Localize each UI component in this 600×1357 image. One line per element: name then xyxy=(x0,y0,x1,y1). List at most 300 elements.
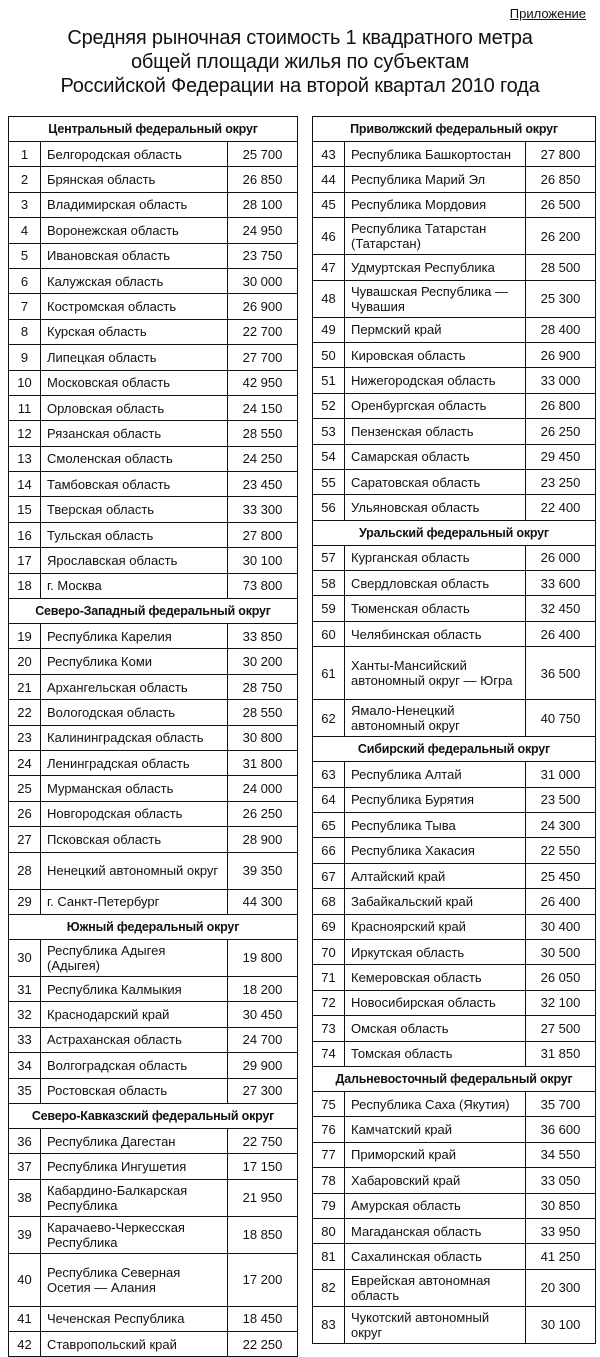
region-name: Хабаровский край xyxy=(351,1172,461,1188)
price-value: 22 400 xyxy=(525,495,595,519)
row-number: 53 xyxy=(313,419,345,443)
table-row xyxy=(9,675,297,700)
region-name: Ханты-Мансийский автономный округ — Югра xyxy=(351,658,513,689)
table-row xyxy=(9,1217,297,1254)
region-name: Камчатский край xyxy=(351,1122,452,1138)
row-number: 1 xyxy=(9,142,41,166)
table-row xyxy=(9,269,297,294)
table-row xyxy=(313,1194,595,1219)
row-number: 14 xyxy=(9,472,41,496)
row-number: 66 xyxy=(313,838,345,862)
region-name: Республика Марий Эл xyxy=(351,172,486,188)
price-value: 24 000 xyxy=(227,776,297,800)
region-name: Ставропольский край xyxy=(47,1336,177,1352)
region-name: Вологодская область xyxy=(47,704,176,720)
row-number: 18 xyxy=(9,574,41,598)
region-name: Забайкальский край xyxy=(351,893,474,909)
region-name: Республика Дагестан xyxy=(47,1133,176,1149)
price-value: 28 550 xyxy=(227,700,297,724)
row-number: 81 xyxy=(313,1244,345,1268)
price-value: 41 250 xyxy=(525,1244,595,1268)
region-name: Самарская область xyxy=(351,449,470,465)
price-value: 30 850 xyxy=(525,1194,595,1218)
region-name: Кемеровская область xyxy=(351,970,482,986)
table-row xyxy=(313,1244,595,1269)
table-row xyxy=(313,394,595,419)
row-number: 61 xyxy=(313,647,345,699)
row-number: 71 xyxy=(313,965,345,989)
row-number: 25 xyxy=(9,776,41,800)
price-value: 24 950 xyxy=(227,218,297,242)
table-row xyxy=(9,523,297,548)
row-number: 83 xyxy=(313,1307,345,1343)
row-number: 3 xyxy=(9,193,41,217)
row-number: 28 xyxy=(9,853,41,889)
table-row xyxy=(9,624,297,649)
table-row xyxy=(9,218,297,243)
table-row xyxy=(313,647,595,700)
price-value: 33 300 xyxy=(227,497,297,521)
price-value: 31 800 xyxy=(227,751,297,775)
region-name: Новгородская область xyxy=(47,806,183,822)
region-name: Карачаево-Черкесская Республика xyxy=(47,1219,185,1250)
price-value: 28 750 xyxy=(227,675,297,699)
price-value: 27 800 xyxy=(227,523,297,547)
price-value: 25 700 xyxy=(227,142,297,166)
region-name: Краснодарский край xyxy=(47,1007,170,1023)
row-number: 32 xyxy=(9,1002,41,1026)
table-row xyxy=(313,813,595,838)
row-number: 38 xyxy=(9,1180,41,1216)
table-row xyxy=(9,345,297,370)
table-row xyxy=(313,546,595,571)
table-row xyxy=(9,827,297,852)
table-row xyxy=(9,574,297,599)
price-value: 24 700 xyxy=(227,1028,297,1052)
district-header: Уральский федеральный округ xyxy=(313,521,595,546)
price-value: 22 700 xyxy=(227,320,297,344)
region-name: Ненецкий автономный округ xyxy=(47,863,219,879)
price-value: 18 850 xyxy=(227,1217,297,1253)
table-row xyxy=(9,497,297,522)
row-number: 65 xyxy=(313,813,345,837)
region-name: Волгоградская область xyxy=(47,1057,188,1073)
table-row xyxy=(9,396,297,421)
table-row xyxy=(313,1219,595,1244)
price-value: 28 100 xyxy=(227,193,297,217)
region-name: Курская область xyxy=(47,324,147,340)
table-row xyxy=(313,762,595,787)
region-name: Курганская область xyxy=(351,550,470,566)
region-name: Липецкая область xyxy=(47,349,157,365)
table-row xyxy=(9,421,297,446)
region-name: Московская область xyxy=(47,375,171,391)
table-row xyxy=(313,1117,595,1142)
table-row xyxy=(9,1254,297,1307)
title-line: Российской Федерации на второй квартал 2010 года xyxy=(60,75,540,97)
region-name: Алтайский край xyxy=(351,868,446,884)
region-name: Республика Мордовия xyxy=(351,197,487,213)
table-row xyxy=(313,915,595,940)
row-number: 30 xyxy=(9,940,41,976)
price-value: 26 400 xyxy=(525,889,595,913)
region-name: Республика Хакасия xyxy=(351,843,475,859)
price-value: 35 700 xyxy=(525,1092,595,1116)
price-value: 42 950 xyxy=(227,371,297,395)
row-number: 79 xyxy=(313,1194,345,1218)
region-name: Республика Башкортостан xyxy=(351,146,511,162)
row-number: 39 xyxy=(9,1217,41,1253)
table-row xyxy=(313,965,595,990)
price-value: 27 700 xyxy=(227,345,297,369)
table-row xyxy=(313,596,595,621)
table-row xyxy=(9,1053,297,1078)
region-name: Сахалинская область xyxy=(351,1248,482,1264)
title-line: общей площади жилья по субъектам xyxy=(130,51,470,73)
district-header: Северо-Кавказский федеральный округ xyxy=(9,1104,297,1129)
row-number: 35 xyxy=(9,1079,41,1103)
region-name: г. Москва xyxy=(47,578,102,594)
price-value: 28 500 xyxy=(525,255,595,279)
row-number: 40 xyxy=(9,1254,41,1306)
price-value: 18 200 xyxy=(227,977,297,1001)
region-name: Ямало-Ненецкий автономный округ xyxy=(351,703,460,734)
price-value: 30 800 xyxy=(227,726,297,750)
price-value: 33 050 xyxy=(525,1168,595,1192)
table-row xyxy=(9,751,297,776)
price-value: 26 800 xyxy=(525,394,595,418)
table-row xyxy=(313,864,595,889)
table-row xyxy=(313,142,595,167)
region-name: Чувашская Республика — Чувашия xyxy=(351,283,508,314)
row-number: 33 xyxy=(9,1028,41,1052)
price-value: 36 600 xyxy=(525,1117,595,1141)
price-value: 30 200 xyxy=(227,649,297,673)
row-number: 17 xyxy=(9,548,41,572)
region-name: Республика Бурятия xyxy=(351,792,475,808)
table-row xyxy=(313,167,595,192)
region-name: Республика Карелия xyxy=(47,628,172,644)
row-number: 46 xyxy=(313,218,345,254)
price-value: 36 500 xyxy=(525,647,595,699)
row-number: 77 xyxy=(313,1143,345,1167)
row-number: 6 xyxy=(9,269,41,293)
region-name: Ленинградская область xyxy=(47,755,190,771)
region-name: Свердловская область xyxy=(351,575,490,591)
price-value: 23 750 xyxy=(227,244,297,268)
table-row xyxy=(9,1028,297,1053)
table-row xyxy=(9,1079,297,1104)
row-number: 42 xyxy=(9,1332,41,1356)
row-number: 52 xyxy=(313,394,345,418)
price-value: 29 900 xyxy=(227,1053,297,1077)
price-value: 30 500 xyxy=(525,940,595,964)
table-row xyxy=(9,649,297,674)
district-header: Южный федеральный округ xyxy=(9,915,297,940)
region-name: Кабардино-Балкарская Республика xyxy=(47,1182,188,1213)
region-name: Чеченская Республика xyxy=(47,1311,185,1327)
table-row xyxy=(9,726,297,751)
row-number: 43 xyxy=(313,142,345,166)
row-number: 8 xyxy=(9,320,41,344)
row-number: 26 xyxy=(9,802,41,826)
row-number: 59 xyxy=(313,596,345,620)
region-name: Приморский край xyxy=(351,1147,456,1163)
region-name: Республика Татарстан (Татарстан) xyxy=(351,221,487,252)
region-name: Удмуртская Республика xyxy=(351,259,495,275)
table-row xyxy=(9,371,297,396)
price-value: 28 900 xyxy=(227,827,297,851)
table-row xyxy=(313,1307,595,1343)
table-row xyxy=(313,1016,595,1041)
price-value: 22 550 xyxy=(525,838,595,862)
table-row xyxy=(9,940,297,977)
region-name: Республика Северная Осетия — Алания xyxy=(47,1264,181,1295)
table-row xyxy=(313,368,595,393)
price-value: 40 750 xyxy=(525,700,595,736)
table-row xyxy=(9,1154,297,1179)
region-name: г. Санкт-Петербург xyxy=(47,894,160,910)
table-row xyxy=(313,991,595,1016)
row-number: 60 xyxy=(313,622,345,646)
row-number: 63 xyxy=(313,762,345,786)
table-row xyxy=(9,472,297,497)
region-name: Ярославская область xyxy=(47,552,178,568)
table-row xyxy=(313,193,595,218)
region-name: Смоленская область xyxy=(47,451,173,467)
row-number: 27 xyxy=(9,827,41,851)
price-value: 26 000 xyxy=(525,546,595,570)
price-value: 26 200 xyxy=(525,218,595,254)
table-row xyxy=(313,1143,595,1168)
table-row xyxy=(313,838,595,863)
table-row xyxy=(313,218,595,255)
price-value: 23 250 xyxy=(525,470,595,494)
region-name: Иркутская область xyxy=(351,944,465,960)
price-value: 31 000 xyxy=(525,762,595,786)
price-value: 31 850 xyxy=(525,1042,595,1066)
row-number: 5 xyxy=(9,244,41,268)
region-name: Чукотский автономный округ xyxy=(351,1309,490,1340)
region-name: Нижегородская область xyxy=(351,373,496,389)
row-number: 29 xyxy=(9,890,41,914)
row-number: 4 xyxy=(9,218,41,242)
price-value: 17 150 xyxy=(227,1154,297,1178)
price-value: 23 450 xyxy=(227,472,297,496)
price-value: 26 850 xyxy=(227,167,297,191)
price-value: 32 100 xyxy=(525,991,595,1015)
price-value: 26 050 xyxy=(525,965,595,989)
table-row xyxy=(313,419,595,444)
row-number: 49 xyxy=(313,318,345,342)
table-row xyxy=(313,470,595,495)
price-value: 26 850 xyxy=(525,167,595,191)
row-number: 76 xyxy=(313,1117,345,1141)
district-header: Северо-Западный федеральный округ xyxy=(9,599,297,624)
row-number: 80 xyxy=(313,1219,345,1243)
region-name: Пензенская область xyxy=(351,423,474,439)
price-value: 30 000 xyxy=(227,269,297,293)
region-name: Ульяновская область xyxy=(351,499,480,515)
region-name: Кировская область xyxy=(351,347,466,363)
table-row xyxy=(313,495,595,520)
price-value: 25 300 xyxy=(525,281,595,317)
table-row xyxy=(313,788,595,813)
table-row xyxy=(9,320,297,345)
region-name: Тверская область xyxy=(47,502,155,518)
table-row xyxy=(313,281,595,318)
price-value: 26 250 xyxy=(227,802,297,826)
region-name: Калужская область xyxy=(47,273,164,289)
district-header: Центральный федеральный округ xyxy=(9,117,297,142)
region-name: Калининградская область xyxy=(47,730,204,746)
row-number: 55 xyxy=(313,470,345,494)
region-name: Республика Тыва xyxy=(351,817,456,833)
region-name: Амурская область xyxy=(351,1198,461,1214)
region-name: Пермский край xyxy=(351,322,442,338)
price-value: 27 800 xyxy=(525,142,595,166)
row-number: 12 xyxy=(9,421,41,445)
row-number: 54 xyxy=(313,445,345,469)
table-row xyxy=(9,1002,297,1027)
region-name: Ивановская область xyxy=(47,248,170,264)
row-number: 68 xyxy=(313,889,345,913)
row-number: 16 xyxy=(9,523,41,547)
right-table xyxy=(312,116,596,1344)
region-name: Республика Алтай xyxy=(351,766,462,782)
price-value: 27 500 xyxy=(525,1016,595,1040)
row-number: 15 xyxy=(9,497,41,521)
region-name: Рязанская область xyxy=(47,425,162,441)
row-number: 67 xyxy=(313,864,345,888)
region-name: Новосибирская область xyxy=(351,995,496,1011)
price-value: 21 950 xyxy=(227,1180,297,1216)
price-value: 25 450 xyxy=(525,864,595,888)
title-line: Средняя рыночная стоимость 1 квадратного метра xyxy=(67,27,533,49)
table-row xyxy=(9,700,297,725)
price-value: 26 900 xyxy=(227,294,297,318)
region-name: Архангельская область xyxy=(47,679,188,695)
table-row xyxy=(313,445,595,470)
table-row xyxy=(313,255,595,280)
table-row xyxy=(313,318,595,343)
region-name: Красноярский край xyxy=(351,919,466,935)
table-row xyxy=(9,776,297,801)
table-row xyxy=(9,193,297,218)
region-name: Омская область xyxy=(351,1020,449,1036)
price-value: 22 750 xyxy=(227,1129,297,1153)
region-name: Республика Саха (Якутия) xyxy=(351,1096,510,1112)
row-number: 7 xyxy=(9,294,41,318)
region-name: Республика Адыгея (Адыгея) xyxy=(47,942,166,973)
price-value: 26 250 xyxy=(525,419,595,443)
table-row xyxy=(313,1270,595,1307)
row-number: 36 xyxy=(9,1129,41,1153)
row-number: 78 xyxy=(313,1168,345,1192)
row-number: 62 xyxy=(313,700,345,736)
table-row xyxy=(313,889,595,914)
table-row xyxy=(9,447,297,472)
row-number: 22 xyxy=(9,700,41,724)
table-row xyxy=(313,1168,595,1193)
price-value: 73 800 xyxy=(227,574,297,598)
row-number: 70 xyxy=(313,940,345,964)
region-name: Еврейская автономная область xyxy=(351,1272,491,1303)
price-value: 33 950 xyxy=(525,1219,595,1243)
region-name: Костромская область xyxy=(47,299,177,315)
district-header: Сибирский федеральный округ xyxy=(313,737,595,762)
price-value: 26 400 xyxy=(525,622,595,646)
table-row xyxy=(313,622,595,647)
row-number: 10 xyxy=(9,371,41,395)
region-name: Владимирская область xyxy=(47,197,188,213)
district-header: Дальневосточный федеральный округ xyxy=(313,1067,595,1092)
region-name: Псковская область xyxy=(47,831,162,847)
price-value: 18 450 xyxy=(227,1307,297,1331)
price-value: 39 350 xyxy=(227,853,297,889)
region-name: Республика Коми xyxy=(47,654,153,670)
row-number: 19 xyxy=(9,624,41,648)
price-value: 33 600 xyxy=(525,571,595,595)
table-row xyxy=(9,1129,297,1154)
row-number: 64 xyxy=(313,788,345,812)
row-number: 20 xyxy=(9,649,41,673)
price-value: 28 550 xyxy=(227,421,297,445)
row-number: 57 xyxy=(313,546,345,570)
price-value: 22 250 xyxy=(227,1332,297,1356)
region-name: Воронежская область xyxy=(47,222,179,238)
row-number: 44 xyxy=(313,167,345,191)
row-number: 82 xyxy=(313,1270,345,1306)
table-row xyxy=(9,294,297,319)
row-number: 9 xyxy=(9,345,41,369)
region-name: Томская область xyxy=(351,1046,453,1062)
table-row xyxy=(9,1332,297,1356)
table-row xyxy=(9,977,297,1002)
row-number: 37 xyxy=(9,1154,41,1178)
price-value: 32 450 xyxy=(525,596,595,620)
row-number: 48 xyxy=(313,281,345,317)
region-name: Ростовская область xyxy=(47,1083,168,1099)
region-name: Саратовская область xyxy=(351,474,481,490)
price-value: 33 000 xyxy=(525,368,595,392)
row-number: 50 xyxy=(313,343,345,367)
price-value: 23 500 xyxy=(525,788,595,812)
price-value: 30 100 xyxy=(227,548,297,572)
row-number: 11 xyxy=(9,396,41,420)
table-row xyxy=(9,244,297,269)
appendix-label: Приложение xyxy=(509,6,586,21)
price-value: 29 450 xyxy=(525,445,595,469)
region-name: Астраханская область xyxy=(47,1032,182,1048)
region-name: Мурманская область xyxy=(47,781,174,797)
row-number: 41 xyxy=(9,1307,41,1331)
region-name: Тульская область xyxy=(47,527,154,543)
region-name: Тамбовская область xyxy=(47,476,171,492)
table-row xyxy=(313,343,595,368)
row-number: 69 xyxy=(313,915,345,939)
table-row xyxy=(9,802,297,827)
table-row xyxy=(9,1180,297,1217)
region-name: Челябинская область xyxy=(351,626,482,642)
price-value: 34 550 xyxy=(525,1143,595,1167)
table-row xyxy=(9,890,297,915)
row-number: 72 xyxy=(313,991,345,1015)
table-row xyxy=(313,571,595,596)
table-row xyxy=(9,142,297,167)
price-value: 27 300 xyxy=(227,1079,297,1103)
table-row xyxy=(313,1092,595,1117)
